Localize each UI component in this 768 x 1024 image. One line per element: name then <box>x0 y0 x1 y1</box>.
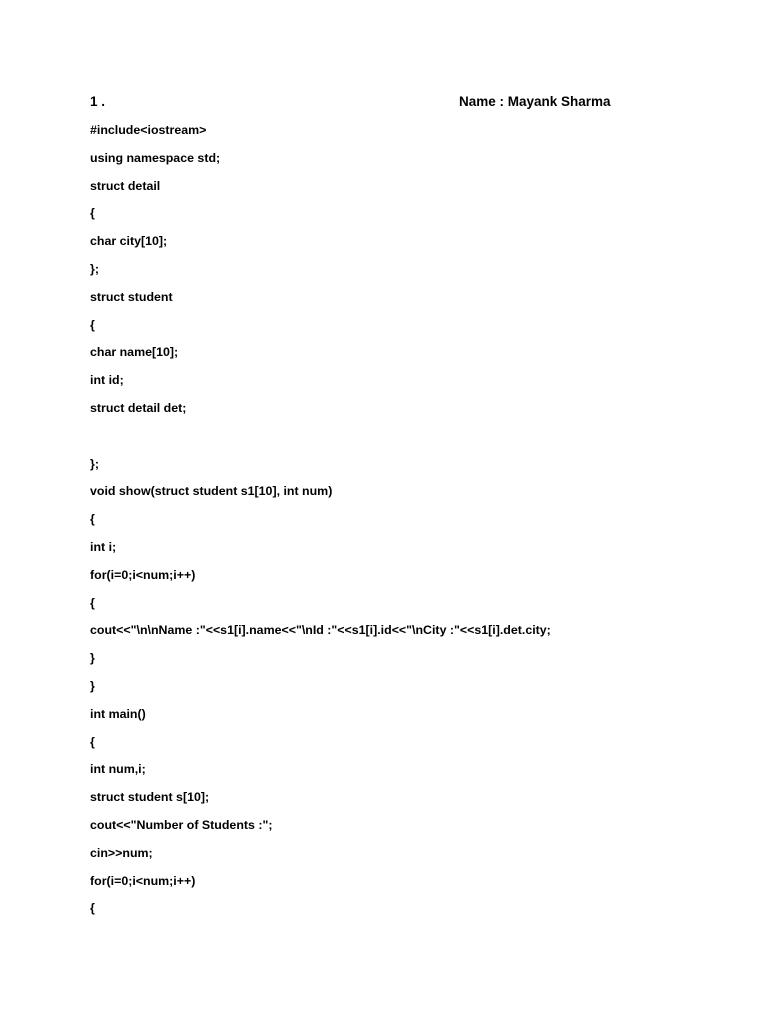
code-line: struct detail det; <box>90 400 187 415</box>
code-line: { <box>90 734 95 749</box>
code-line: } <box>90 651 95 666</box>
code-line: char name[10]; <box>90 345 179 360</box>
code-line: int i; <box>90 539 117 554</box>
code-line: } <box>90 678 95 693</box>
code-line: { <box>90 206 95 221</box>
code-line: #include<iostream> <box>90 123 207 137</box>
code-line: { <box>90 901 95 916</box>
code-line: }; <box>90 261 99 276</box>
code-line: for(i=0;i<num;i++) <box>90 873 196 888</box>
code-line: cout<<"\n\nName :"<<s1[i].name<<"\nId :"<<s1[i].id<<"\nCity :"<<s1[i].det.city; <box>90 623 551 638</box>
code-line: }; <box>90 456 99 471</box>
code-line: cout<<"Number of Students :"; <box>90 817 273 832</box>
document-header <box>90 94 650 114</box>
code-block <box>90 122 730 928</box>
code-line: struct detail <box>90 178 161 193</box>
code-line: using namespace std; <box>90 150 221 165</box>
code-line: struct student <box>90 289 173 304</box>
author-name: Name : Mayank Sharma <box>459 94 611 109</box>
code-line: struct student s[10]; <box>90 790 210 805</box>
code-line: void show(struct student s1[10], int num) <box>90 484 333 499</box>
code-line: { <box>90 317 95 332</box>
code-line: int num,i; <box>90 762 146 777</box>
code-line: { <box>90 512 95 527</box>
code-line: cin>>num; <box>90 845 153 860</box>
blank-line <box>90 428 730 456</box>
code-line: char city[10]; <box>90 234 168 249</box>
code-line: int main() <box>90 706 146 721</box>
question-number: 1 . <box>90 94 106 109</box>
code-line: for(i=0;i<num;i++) <box>90 567 196 582</box>
code-line: int id; <box>90 373 124 388</box>
code-line: { <box>90 595 95 610</box>
